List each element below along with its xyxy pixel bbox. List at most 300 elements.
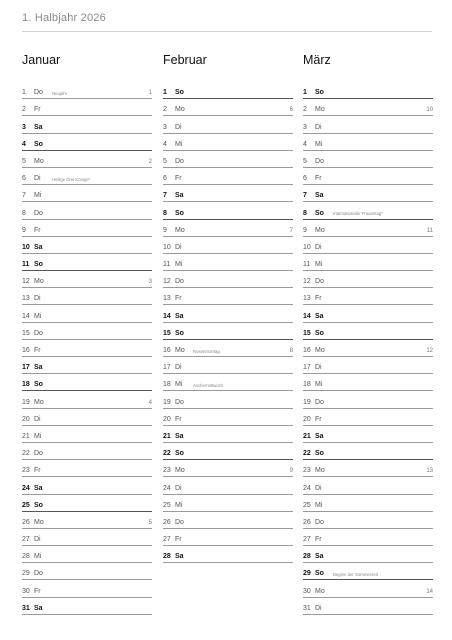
day-row — [303, 598, 433, 615]
day-row — [303, 409, 433, 426]
day-row — [303, 391, 433, 408]
day-number: 17 — [303, 364, 311, 372]
weekday-label: Mi — [34, 192, 42, 200]
day-row — [22, 357, 152, 374]
weekday-label: Mi — [175, 381, 183, 389]
day-number: 16 — [22, 347, 30, 354]
day-number: 26 — [22, 518, 30, 526]
day-number: 22 — [22, 450, 30, 458]
weekday-label: Mo — [34, 278, 44, 286]
day-number: 21 — [163, 432, 171, 440]
day-list — [163, 82, 293, 563]
day-number: 5 — [303, 157, 307, 165]
day-number: 11 — [303, 261, 311, 269]
day-number: 20 — [22, 415, 30, 423]
day-row — [303, 134, 433, 151]
weekday-label: Mo — [315, 106, 325, 114]
day-number: 18 — [163, 381, 171, 389]
day-row — [163, 529, 293, 546]
day-number: 29 — [303, 570, 311, 578]
weekday-label: Mo — [175, 467, 185, 475]
weekday-label: So — [315, 570, 324, 578]
calendar-week-number: 7 — [289, 227, 293, 234]
day-number: 19 — [22, 398, 30, 406]
day-row — [22, 580, 152, 597]
day-number: 26 — [163, 518, 171, 526]
day-number: 14 — [163, 312, 171, 320]
day-number: 23 — [303, 467, 311, 475]
day-number: 1 — [163, 89, 167, 97]
weekday-label: Mo — [175, 226, 185, 234]
weekday-label: Do — [34, 450, 43, 458]
day-row — [303, 202, 433, 219]
day-number: 25 — [303, 501, 311, 509]
day-row — [163, 185, 293, 202]
day-row — [163, 323, 293, 340]
day-number: 7 — [22, 192, 26, 200]
day-row — [22, 271, 152, 288]
day-number: 12 — [22, 278, 30, 286]
weekday-label: Di — [34, 536, 41, 544]
weekday-label: So — [175, 209, 184, 217]
weekday-label: Sa — [34, 123, 43, 131]
weekday-label: Sa — [315, 312, 324, 320]
day-row — [163, 254, 293, 271]
weekday-label: Sa — [34, 484, 43, 492]
day-row — [22, 477, 152, 494]
day-row — [303, 237, 433, 254]
weekday-label: Sa — [34, 604, 43, 612]
day-number: 21 — [303, 432, 311, 440]
day-number: 1 — [303, 89, 307, 97]
day-number: 24 — [303, 484, 311, 492]
day-number: 3 — [163, 123, 167, 131]
day-number: 26 — [303, 518, 311, 526]
day-row — [163, 391, 293, 408]
calendar-week-number: 1 — [148, 90, 152, 97]
day-row — [163, 409, 293, 426]
weekday-label: Mo — [315, 467, 325, 475]
weekday-label: Fr — [175, 415, 182, 423]
day-number: 13 — [22, 295, 30, 303]
day-row — [163, 288, 293, 305]
day-row — [303, 168, 433, 185]
day-row — [303, 374, 433, 391]
weekday-label: Fr — [34, 467, 41, 475]
day-row — [303, 477, 433, 494]
day-row — [303, 546, 433, 563]
day-row — [22, 116, 152, 133]
weekday-label: Fr — [34, 587, 41, 595]
day-row — [303, 357, 433, 374]
day-row — [303, 254, 433, 271]
holiday-label: Aschermittwoch — [193, 383, 224, 389]
holiday-label: Internationaler Frauentag* — [333, 211, 383, 217]
calendar-week-number: 10 — [426, 107, 433, 114]
day-number: 15 — [22, 329, 30, 337]
day-number: 25 — [163, 501, 171, 509]
day-row — [163, 220, 293, 237]
day-row — [163, 82, 293, 99]
day-number: 24 — [163, 484, 171, 492]
day-row — [303, 512, 433, 529]
day-number: 20 — [163, 415, 171, 423]
weekday-label: Mi — [315, 140, 323, 148]
day-row — [163, 134, 293, 151]
weekday-label: Fr — [34, 226, 41, 234]
day-row — [22, 254, 152, 271]
weekday-label: Mi — [175, 140, 183, 148]
day-list — [303, 82, 433, 615]
day-number: 17 — [163, 364, 171, 372]
day-row — [22, 82, 152, 99]
day-row — [163, 271, 293, 288]
weekday-label: Fr — [34, 347, 41, 354]
weekday-label: Di — [175, 484, 182, 492]
weekday-label: So — [34, 501, 43, 509]
calendar-week-number: 9 — [289, 468, 293, 475]
day-row — [22, 409, 152, 426]
month-title: Februar — [163, 53, 207, 67]
day-number: 9 — [163, 226, 167, 234]
weekday-label: Fr — [315, 415, 322, 423]
weekday-label: Mo — [315, 226, 325, 234]
weekday-label: Mi — [315, 501, 323, 509]
day-number: 10 — [22, 243, 30, 251]
weekday-label: Sa — [175, 192, 184, 200]
day-number: 19 — [303, 398, 311, 406]
month-title: Januar — [22, 53, 61, 67]
day-row — [22, 546, 152, 563]
day-row — [303, 580, 433, 597]
weekday-label: Di — [34, 175, 41, 183]
weekday-label: Do — [34, 570, 43, 578]
day-list — [22, 82, 152, 615]
weekday-label: Sa — [34, 364, 43, 372]
day-number: 18 — [22, 381, 30, 389]
day-row — [163, 116, 293, 133]
day-row — [163, 443, 293, 460]
day-number: 7 — [163, 192, 167, 200]
weekday-label: Di — [175, 243, 182, 251]
weekday-label: Sa — [175, 312, 184, 320]
day-number: 6 — [163, 175, 167, 183]
day-row — [163, 460, 293, 477]
day-row — [22, 374, 152, 391]
day-number: 30 — [303, 587, 311, 595]
day-row — [22, 460, 152, 477]
weekday-label: Sa — [175, 553, 184, 561]
day-row — [22, 426, 152, 443]
day-number: 22 — [303, 450, 311, 458]
day-row — [303, 495, 433, 512]
day-row — [303, 529, 433, 546]
day-row — [22, 185, 152, 202]
day-row — [22, 237, 152, 254]
weekday-label: Mo — [315, 587, 325, 595]
day-number: 10 — [163, 243, 171, 251]
day-row — [303, 305, 433, 322]
day-row — [163, 512, 293, 529]
day-row — [163, 495, 293, 512]
day-number: 15 — [163, 329, 171, 337]
weekday-label: Do — [175, 398, 184, 406]
month-column-februar — [163, 52, 293, 563]
day-row — [303, 185, 433, 202]
holiday-label: Neujahr — [52, 90, 68, 96]
day-row — [163, 477, 293, 494]
day-number: 19 — [163, 398, 171, 406]
weekday-label: Sa — [315, 192, 324, 200]
day-row — [303, 460, 433, 477]
weekday-label: Do — [34, 89, 43, 97]
day-row — [22, 99, 152, 116]
day-number: 3 — [22, 123, 26, 131]
day-row — [163, 357, 293, 374]
day-number: 30 — [22, 587, 30, 595]
day-row — [303, 271, 433, 288]
day-number: 17 — [22, 364, 30, 372]
day-row — [22, 288, 152, 305]
weekday-label: Fr — [315, 175, 322, 183]
day-number: 23 — [163, 467, 171, 475]
day-row — [163, 305, 293, 322]
holiday-label: Rosenmontag — [193, 348, 220, 354]
day-row — [22, 323, 152, 340]
calendar-week-number: 2 — [148, 158, 152, 165]
day-row — [22, 305, 152, 322]
day-number: 10 — [303, 243, 311, 251]
day-number: 25 — [22, 501, 30, 509]
calendar-week-number: 13 — [426, 468, 433, 475]
day-number: 11 — [163, 261, 171, 269]
title-divider — [22, 31, 432, 32]
day-row — [22, 168, 152, 185]
day-row — [163, 168, 293, 185]
day-number: 5 — [22, 157, 26, 165]
weekday-label: Di — [315, 243, 322, 251]
weekday-label: Do — [175, 278, 184, 286]
day-number: 2 — [303, 106, 307, 114]
day-row — [163, 374, 293, 391]
day-number: 4 — [303, 140, 307, 148]
weekday-label: Fr — [315, 295, 322, 303]
day-number: 2 — [22, 106, 26, 114]
day-row — [303, 443, 433, 460]
day-number: 8 — [303, 209, 307, 217]
calendar-week-number: 14 — [426, 588, 433, 595]
day-number: 16 — [163, 347, 171, 354]
day-row — [22, 151, 152, 168]
day-row — [163, 340, 293, 357]
day-number: 16 — [303, 347, 311, 354]
day-row — [22, 598, 152, 615]
weekday-label: Di — [315, 484, 322, 492]
weekday-label: Mi — [34, 553, 42, 561]
calendar-week-number: 5 — [148, 519, 152, 526]
weekday-label: Di — [315, 364, 322, 372]
weekday-label: Fr — [315, 536, 322, 544]
day-row — [303, 82, 433, 99]
weekday-label: Do — [175, 518, 184, 526]
weekday-label: Mo — [175, 106, 185, 114]
weekday-label: Di — [175, 123, 182, 131]
weekday-label: So — [315, 329, 324, 337]
day-number: 4 — [22, 140, 26, 148]
weekday-label: Do — [315, 157, 324, 165]
day-number: 13 — [163, 295, 171, 303]
weekday-label: Fr — [34, 106, 41, 114]
weekday-label: Di — [34, 415, 41, 423]
weekday-label: Sa — [315, 432, 324, 440]
day-row — [303, 116, 433, 133]
day-number: 6 — [303, 175, 307, 183]
day-number: 12 — [303, 278, 311, 286]
day-row — [163, 202, 293, 219]
weekday-label: Di — [175, 364, 182, 372]
weekday-label: Di — [315, 604, 322, 612]
day-row — [303, 323, 433, 340]
weekday-label: Do — [315, 278, 324, 286]
calendar-week-number: 11 — [426, 227, 433, 234]
calendar-week-number: 6 — [289, 107, 293, 114]
day-number: 31 — [22, 604, 30, 612]
weekday-label: Mo — [315, 347, 325, 354]
month-column-januar — [22, 52, 152, 615]
day-number: 27 — [303, 536, 311, 544]
day-row — [22, 340, 152, 357]
day-number: 8 — [163, 209, 167, 217]
weekday-label: Mi — [175, 501, 183, 509]
day-number: 14 — [303, 312, 311, 320]
day-row — [163, 151, 293, 168]
weekday-label: Mi — [315, 261, 323, 269]
day-row — [303, 563, 433, 580]
day-number: 18 — [303, 381, 311, 389]
day-number: 9 — [303, 226, 307, 234]
day-row — [22, 443, 152, 460]
day-row — [22, 529, 152, 546]
weekday-label: Do — [175, 157, 184, 165]
day-row — [22, 563, 152, 580]
day-number: 6 — [22, 175, 26, 183]
day-row — [163, 546, 293, 563]
calendar-week-number: 4 — [148, 399, 152, 406]
weekday-label: Mo — [34, 157, 44, 165]
day-number: 11 — [22, 261, 30, 269]
holiday-label: Beginn der Sommerzeit — [333, 572, 378, 578]
day-row — [22, 391, 152, 408]
day-row — [303, 220, 433, 237]
weekday-label: Sa — [315, 553, 324, 561]
weekday-label: Do — [34, 209, 43, 217]
day-row — [163, 237, 293, 254]
day-number: 9 — [22, 226, 26, 234]
weekday-label: Mi — [34, 312, 42, 320]
day-number: 15 — [303, 329, 311, 337]
day-row — [22, 512, 152, 529]
weekday-label: Mo — [34, 398, 44, 406]
weekday-label: Sa — [34, 243, 43, 251]
weekday-label: Do — [315, 398, 324, 406]
day-number: 7 — [303, 192, 307, 200]
weekday-label: Mo — [175, 347, 185, 354]
weekday-label: Do — [34, 329, 43, 337]
weekday-label: Di — [34, 295, 41, 303]
weekday-label: Mo — [34, 518, 44, 526]
day-number: 28 — [303, 553, 311, 561]
weekday-label: So — [175, 89, 184, 97]
weekday-label: Fr — [175, 295, 182, 303]
month-column-maerz — [303, 52, 433, 615]
weekday-label: Mi — [175, 261, 183, 269]
day-row — [163, 99, 293, 116]
day-row — [22, 495, 152, 512]
weekday-label: Di — [315, 123, 322, 131]
day-number: 24 — [22, 484, 30, 492]
weekday-label: So — [315, 450, 324, 458]
weekday-label: So — [315, 209, 324, 217]
weekday-label: Fr — [175, 536, 182, 544]
day-number: 14 — [22, 312, 30, 320]
day-row — [22, 134, 152, 151]
day-number: 5 — [163, 157, 167, 165]
day-number: 4 — [163, 140, 167, 148]
page-title: 1. Halbjahr 2026 — [22, 12, 106, 24]
weekday-label: Sa — [175, 432, 184, 440]
weekday-label: So — [34, 381, 43, 389]
calendar-week-number: 8 — [289, 348, 293, 354]
weekday-label: Mi — [315, 381, 323, 389]
day-row — [303, 340, 433, 357]
weekday-label: So — [175, 450, 184, 458]
day-number: 3 — [303, 123, 307, 131]
weekday-label: So — [175, 329, 184, 337]
holiday-label: Heilige Drei Könige* — [52, 176, 91, 182]
weekday-label: So — [315, 89, 324, 97]
calendar-week-number: 3 — [148, 279, 152, 286]
day-number: 20 — [303, 415, 311, 423]
day-number: 31 — [303, 604, 311, 612]
day-number: 28 — [163, 553, 171, 561]
day-number: 29 — [22, 570, 30, 578]
day-number: 12 — [163, 278, 171, 286]
day-number: 27 — [163, 536, 171, 544]
day-row — [303, 426, 433, 443]
day-number: 22 — [163, 450, 171, 458]
weekday-label: So — [34, 261, 43, 269]
day-number: 2 — [163, 106, 167, 114]
weekday-label: Fr — [175, 175, 182, 183]
day-number: 8 — [22, 209, 26, 217]
day-number: 28 — [22, 553, 30, 561]
day-row — [163, 426, 293, 443]
day-number: 13 — [303, 295, 311, 303]
day-row — [303, 288, 433, 305]
day-number: 23 — [22, 467, 30, 475]
day-number: 21 — [22, 432, 30, 440]
day-number: 27 — [22, 536, 30, 544]
weekday-label: So — [34, 140, 43, 148]
calendar-week-number: 12 — [426, 348, 433, 354]
day-row — [303, 99, 433, 116]
month-title: März — [303, 53, 331, 67]
day-row — [22, 220, 152, 237]
day-row — [303, 151, 433, 168]
day-row — [22, 202, 152, 219]
weekday-label: Mi — [34, 432, 42, 440]
weekday-label: Do — [315, 518, 324, 526]
